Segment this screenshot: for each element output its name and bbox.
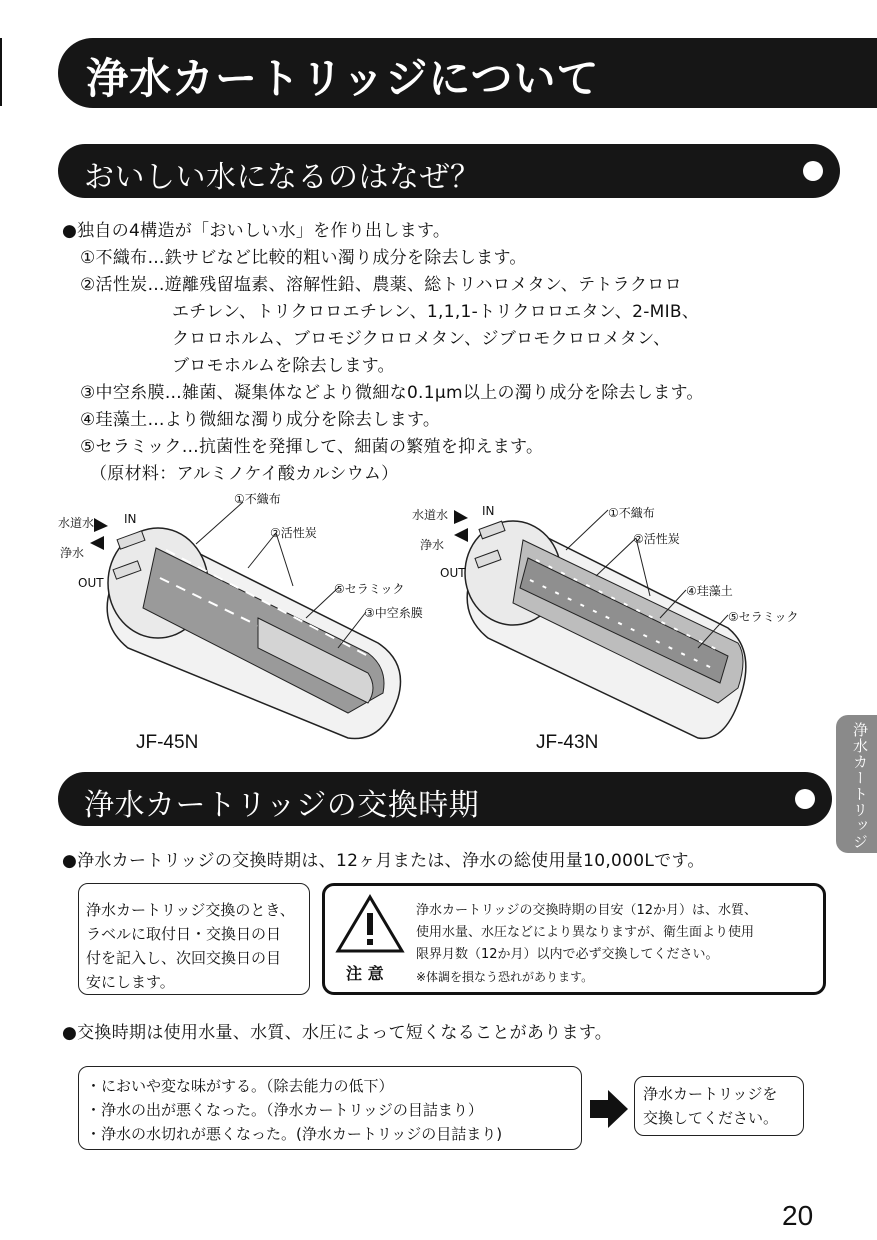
filter-item-diatomite: ④珪藻土…より微細な濁り成分を除去します。 <box>80 410 441 430</box>
chapter-side-tab-label: 浄水カートリッジ <box>851 722 869 850</box>
caution-label: 注 意 <box>346 964 384 983</box>
cartridge-diagram <box>48 488 828 758</box>
label-in-right: IN <box>482 504 495 518</box>
page-title: 浄水カートリッジについて <box>86 54 600 103</box>
cartridge-illustration <box>48 488 828 758</box>
label-ceramic-right: ⑤セラミック <box>728 610 799 624</box>
page-number: 20 <box>782 1200 814 1231</box>
warning-triangle-icon <box>334 893 406 955</box>
filter-item-carbon: ②活性炭…遊離残留塩素、溶解性鉛、農薬、総トリハロメタン、テトラクロロ <box>80 275 682 295</box>
bullet-dot-icon <box>795 789 815 809</box>
jf43n-cartridge <box>454 510 746 738</box>
filter-item-ceramic: ⑤セラミック…抗菌性を発揮して、細菌の繁殖を抑えます。 <box>80 437 544 457</box>
margin-rule <box>0 38 2 106</box>
model-jf45n: JF-45N <box>136 732 199 753</box>
right-arrow-icon <box>590 1090 628 1128</box>
replacement-intro: ●浄水カートリッジの交換時期は、12ヶ月または、浄水の総使用量10,000Lです。 <box>62 851 705 871</box>
filter-item-nonwoven: ①不織布…鉄サビなど比較的粗い濁り成分を除去します。 <box>80 248 527 268</box>
label-nonwoven-left: ①不織布 <box>234 492 281 506</box>
label-ceramic-left: ⑤セラミック <box>334 582 405 596</box>
bullet-dot-icon <box>803 161 823 181</box>
shorten-note: ●交換時期は使用水量、水質、水圧によって短くなることがあります。 <box>62 1023 613 1043</box>
jf45n-cartridge <box>90 502 401 739</box>
label-purified-left: 浄水 <box>60 546 85 560</box>
model-jf43n: JF-43N <box>536 732 599 753</box>
label-carbon-left: ②活性炭 <box>270 526 317 540</box>
label-out-left: OUT <box>78 576 104 590</box>
caution-text: 浄水カートリッジの交換時期の目安（12か月）は、水質、 使用水量、水圧などにより異なりますが、衛生面より使用 限界月数（12か月）以内で必ず交換してください。 ※体調を損なう恐れがあります。 <box>416 903 758 984</box>
filter-item-ceramic-material: （原材料：アルミノケイ酸カルシウム） <box>90 464 399 484</box>
label-tapwater-left: 水道水 <box>58 516 95 530</box>
label-carbon-right: ②活性炭 <box>633 532 680 546</box>
label-diatomite-right: ④珪藻土 <box>686 584 733 598</box>
filter-item-carbon-cont-2: クロロホルム、ブロモジクロロメタン、ジブロモクロロメタン、 <box>172 329 671 349</box>
label-nonwoven-right: ①不織布 <box>608 506 655 520</box>
section-heading-replacement: 浄水カートリッジの交換時期 <box>84 788 480 823</box>
section-heading-why: おいしい水になるのはなぜ？ <box>84 160 481 195</box>
label-tapwater-right: 水道水 <box>412 508 449 522</box>
label-in-left: IN <box>124 512 137 526</box>
label-instruction-text: 浄水カートリッジ交換のとき、 ラベルに取付日・交換日の日 付を記入し、次回交換日の目 安にします。 <box>86 901 295 991</box>
label-purified-right: 浄水 <box>420 538 445 552</box>
label-out-right: OUT <box>440 566 466 580</box>
filter-item-carbon-cont-3: ブロモホルムを除去します。 <box>172 356 395 376</box>
filter-item-carbon-cont-1: エチレン、トリクロロエチレン、1,1,1-トリクロロエタン、2-MIB、 <box>172 302 700 322</box>
symptoms-list: ・においや変な味がする。（除去能力の低下） ・浄水の出が悪くなった。（浄水カートリッジの目詰まり） ・浄水の水切れが悪くなった。(浄水カートリッジの目詰まり) <box>86 1077 503 1143</box>
action-text: 浄水カートリッジを 交換してください。 <box>643 1085 779 1127</box>
section1-intro: ●独自の4構造が「おいしい水」を作り出します。 <box>62 221 451 241</box>
filter-item-hollow-fiber: ③中空糸膜…雑菌、凝集体などより微細な0.1μm以上の濁り成分を除去します。 <box>80 383 704 403</box>
label-hollowfiber-left: ③中空糸膜 <box>364 606 423 620</box>
